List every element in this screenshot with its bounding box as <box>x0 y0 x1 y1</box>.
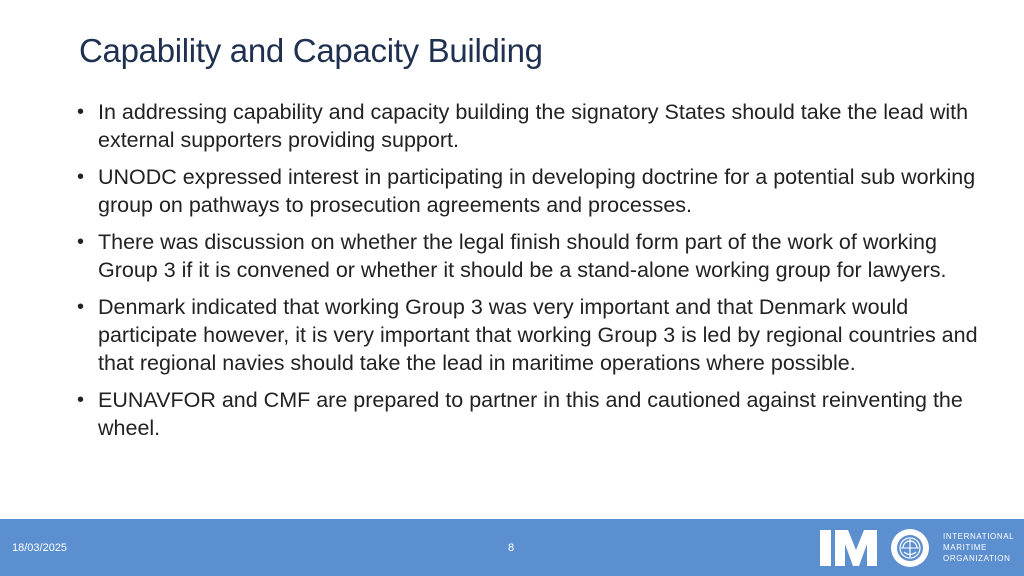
bullet-text: UNODC expressed interest in participating in developing doctrine for a potential sub working group on pathways to prosecution agreements and processes. <box>98 165 976 217</box>
bullet-marker-icon: • <box>77 296 85 318</box>
bullet-marker-icon: • <box>77 101 85 123</box>
footer-bar <box>0 519 1024 576</box>
bullet-text: There was discussion on whether the legal finish should form part of the work of working Group 3 if it is convened or whether it should be a stand-alone working group for lawyers. <box>98 230 947 282</box>
bullet-item <box>77 163 1002 219</box>
bullet-text: In addressing capability and capacity building the signatory States should take the lead with external supporters providing support. <box>98 100 969 152</box>
bullet-text: EUNAVFOR and CMF are prepared to partner in this and cautioned against reinventing the wheel. <box>98 388 963 440</box>
footer-date: 18/03/2025 <box>12 542 68 554</box>
bullet-item <box>77 228 1002 284</box>
bullet-text: Denmark indicated that working Group 3 was very important and that Denmark would participate however, it is very important that working Group 3 is led by regional countries and that regional navies should take the lead in maritime operations where possible. <box>98 295 978 375</box>
bullet-marker-icon: • <box>77 231 85 253</box>
slide-number: 8 <box>508 542 515 554</box>
bullet-item <box>77 293 1002 377</box>
bullet-marker-icon: • <box>77 166 85 188</box>
bullet-marker-icon: • <box>77 389 85 411</box>
bullet-item <box>77 98 1002 154</box>
bullet-list <box>77 98 1002 451</box>
imo-logo-icon <box>819 528 939 568</box>
slide-title: Capability and Capacity Building <box>79 32 543 69</box>
organization-name: INTERNATIONAL MARITIME ORGANIZATION <box>943 532 1015 563</box>
bullet-item <box>77 386 1002 442</box>
